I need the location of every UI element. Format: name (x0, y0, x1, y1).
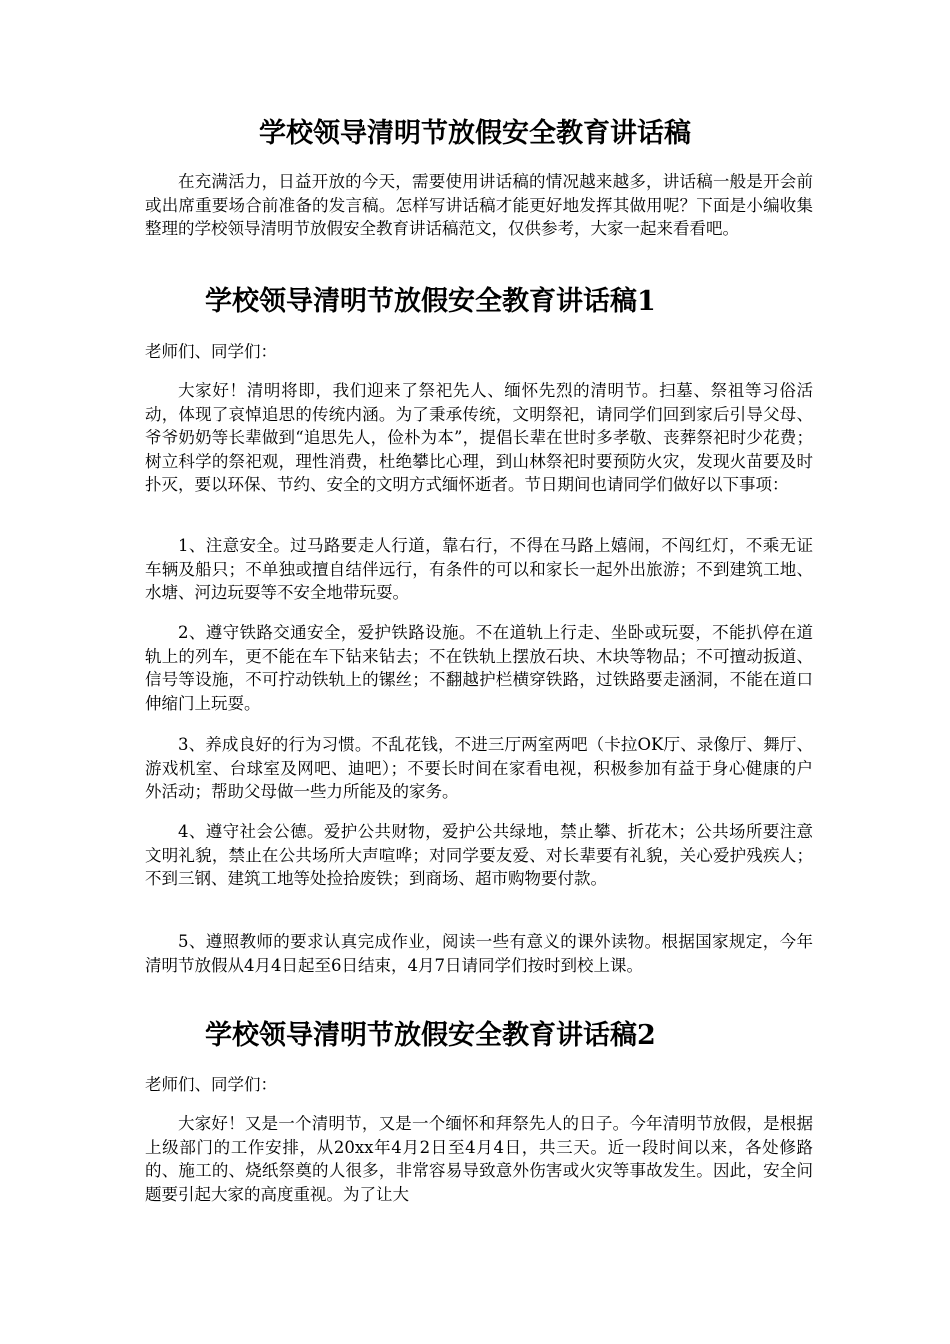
section-1-paragraph-3: 2、遵守铁路交通安全，爱护铁路设施。不在道轨上行走、坐卧或玩耍，不能扒停在道轨上的列车，更不能在车下钻来钻去；不在铁轨上摆放石块、木块等物品；不可擅动扳道、信号等设施，不可拧动铁轨上的镙丝；不翻越护栏横穿铁路，过铁路要走涵洞，不能在道口伸缩门上玩耍。 (145, 623, 813, 713)
section-2-paragraph-1: 大家好！又是一个清明节，又是一个缅怀和拜祭先人的日子。今年清明节放假，是根据上级部门的工作安排，从20xx年4月2日至4月4日，共三天。近一段时间以来，各处修路的、施工的、烧纸祭奠的人很多，非常容易导致意外伤害或火灾等事故发生。因此，安全问题要引起大家的高度重视。为了让大 (145, 1114, 813, 1204)
intro-paragraph: 在充满活力，日益开放的今天，需要使用讲话稿的情况越来越多，讲话稿一般是开会前或出席重要场合前准备的发言稿。怎样写讲话稿才能更好地发挥其做用呢？下面是小编收集整理的学校领导清明节放假安全教育讲话稿范文，仅供参考，大家一起来看看吧。 (145, 172, 813, 238)
section-1-greeting: 老师们、同学们： (145, 342, 277, 361)
section-1-heading: 学校领导清明节放假安全教育讲话稿1 (205, 286, 656, 317)
document-title: 学校领导清明节放假安全教育讲话稿 (259, 118, 691, 149)
section-1-paragraph-5: 4、遵守社会公德。爱护公共财物，爱护公共绿地，禁止攀、折花木；公共场所要注意文明礼貌，禁止在公共场所大声喧哗；对同学要友爱、对长辈要有礼貌，关心爱护残疾人；不到三钢、建筑工地等处捡拾废铁；到商场、超市购物要付款。 (145, 822, 813, 888)
section-2-greeting: 老师们、同学们： (145, 1075, 277, 1094)
section-1-paragraph-1: 大家好！清明将即，我们迎来了祭祀先人、缅怀先烈的清明节。扫墓、祭祖等习俗活动，体现了哀悼追思的传统内涵。为了秉承传统，文明祭祀，请同学们回到家后引导父母、爷爷奶奶等长辈做到“追思先人，俭朴为本”，提倡长辈在世时多孝敬、丧葬祭祀时少花费；树立科学的祭祀观，理性消费，杜绝攀比心理，到山林祭祀时要预防火灾，发现火苗要及时扑灭，要以环保、节约、安全的文明方式缅怀逝者。节日期间也请同学们做好以下事项： (145, 381, 813, 494)
section-2-heading: 学校领导清明节放假安全教育讲话稿2 (205, 1020, 656, 1051)
section-1-paragraph-6: 5、遵照教师的要求认真完成作业，阅读一些有意义的课外读物。根据国家规定，今年清明节放假从4月4日起至6日结束，4月7日请同学们按时到校上课。 (145, 932, 813, 975)
section-1-paragraph-4: 3、养成良好的行为习惯。不乱花钱，不进三厅两室两吧（卡拉OK厅、录像厅、舞厅、游戏机室、台球室及网吧、迪吧）；不要长时间在家看电视，积极参加有益于身心健康的户外活动；帮助父母做一些力所能及的家务。 (145, 735, 813, 801)
section-1-paragraph-2: 1、注意安全。过马路要走人行道，靠右行，不得在马路上嬉闹，不闯红灯，不乘无证车辆及船只；不单独或擅自结伴远行，有条件的可以和家长一起外出旅游；不到建筑工地、水塘、河边玩耍等不安全地带玩耍。 (145, 536, 813, 602)
